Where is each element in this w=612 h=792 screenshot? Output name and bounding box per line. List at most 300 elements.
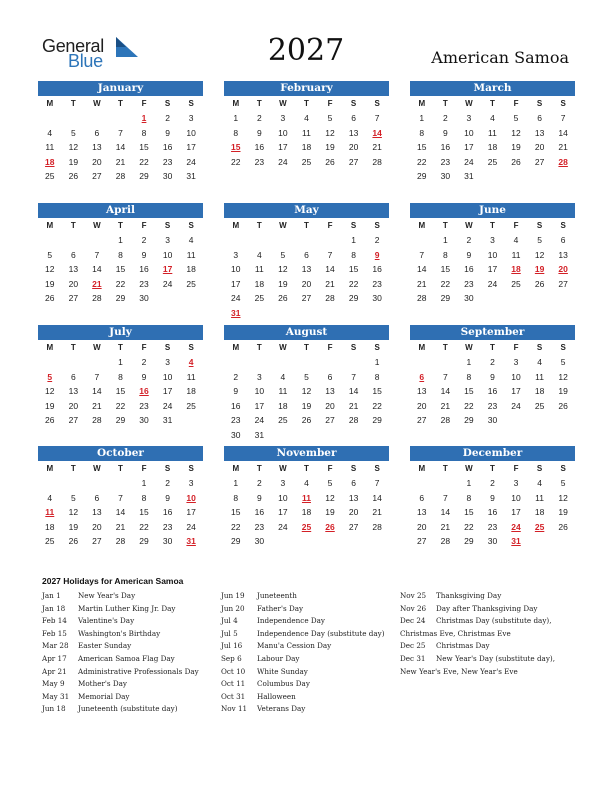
day-cell: 17 <box>162 386 173 396</box>
day-cell: 24 <box>511 400 521 411</box>
weekday-header: T <box>304 464 309 473</box>
day-cell: 14 <box>440 386 451 396</box>
day-cell: 7 <box>374 478 380 488</box>
weekday-header: W <box>465 464 473 473</box>
day-cell: 22 <box>440 278 451 289</box>
day-cell: 13 <box>68 264 79 274</box>
day-cell: 23 <box>464 278 474 289</box>
empty-day-cell <box>224 355 248 370</box>
day-cell: 30 <box>254 536 265 546</box>
day-cell: 12 <box>278 264 288 274</box>
month-november <box>224 446 389 549</box>
day-cell: 17 <box>278 507 288 517</box>
day-cell: 8 <box>233 127 239 138</box>
holiday-name: Independence Day <box>257 616 325 626</box>
weekday-header: F <box>513 464 519 473</box>
empty-day-cell <box>62 355 86 370</box>
day-cell: 16 <box>464 264 474 274</box>
day-cell: 1 <box>118 235 123 245</box>
weekday-header: T <box>70 221 76 230</box>
day-cell: 7 <box>442 371 448 382</box>
day-cell: 25 <box>487 156 498 167</box>
day-cell: 7 <box>374 113 380 123</box>
day-cell: 26 <box>558 400 568 411</box>
day-cell: 5 <box>47 249 53 260</box>
weekday-header: F <box>327 99 333 108</box>
day-cell: 12 <box>301 386 312 396</box>
day-cell: 11 <box>535 492 544 503</box>
day-cell: 24 <box>278 521 288 532</box>
month-grid <box>224 218 389 320</box>
day-cell: 1 <box>374 357 380 367</box>
day-cell: 29 <box>464 536 474 546</box>
empty-day-cell <box>434 476 458 491</box>
day-cell: 27 <box>92 536 102 546</box>
day-cell: 18 <box>45 521 55 532</box>
holiday-date: May 9 <box>42 679 65 689</box>
holiday-day-cell: 31 <box>231 307 241 318</box>
day-cell: 30 <box>162 536 173 546</box>
month-august <box>224 325 389 442</box>
day-cell: 7 <box>351 371 356 382</box>
holiday-date: Sep 6 <box>221 653 242 663</box>
weekday-header: T <box>256 464 262 473</box>
day-cell: 30 <box>139 293 149 303</box>
day-cell: 3 <box>513 478 519 488</box>
weekday-header: T <box>256 99 262 108</box>
day-cell: 11 <box>186 371 196 382</box>
day-cell: 7 <box>327 249 333 260</box>
day-cell: 23 <box>254 156 265 167</box>
weekday-header: T <box>70 464 76 473</box>
weekday-header: M <box>46 99 54 108</box>
day-cell: 8 <box>233 492 239 503</box>
holiday-name: Mother's Day <box>78 679 127 689</box>
day-cell: 15 <box>417 142 427 152</box>
day-cell: 16 <box>487 386 498 396</box>
weekday-header: S <box>560 99 566 108</box>
day-cell: 19 <box>68 521 79 532</box>
weekday-header: S <box>536 221 543 230</box>
day-cell: 19 <box>301 400 312 411</box>
day-cell: 18 <box>301 142 312 152</box>
day-cell: 11 <box>254 264 264 274</box>
day-cell: 17 <box>186 507 196 517</box>
month-header: January <box>38 81 203 96</box>
day-cell: 27 <box>348 521 359 532</box>
weekday-header: M <box>232 221 240 230</box>
day-cell: 22 <box>464 400 474 411</box>
weekday-header: S <box>188 464 194 473</box>
holiday-day-cell: 25 <box>534 521 545 532</box>
day-cell: 11 <box>186 249 196 260</box>
day-cell: 27 <box>417 536 427 546</box>
weekday-header: W <box>93 343 101 352</box>
weekday-header: T <box>490 343 495 352</box>
day-cell: 19 <box>45 400 55 411</box>
day-cell: 12 <box>534 249 545 260</box>
day-cell: 28 <box>115 536 126 546</box>
day-cell: 20 <box>325 400 335 411</box>
day-cell: 26 <box>534 278 545 289</box>
weekday-header: T <box>490 464 495 473</box>
day-cell: 16 <box>254 142 265 152</box>
day-cell: 25 <box>534 400 545 411</box>
month-grid <box>410 340 575 428</box>
day-cell: 27 <box>68 293 79 303</box>
day-cell: 13 <box>534 127 545 138</box>
holiday-day-cell: 15 <box>231 142 241 152</box>
day-cell: 10 <box>231 264 241 274</box>
holiday-date: Dec 24 <box>400 616 426 626</box>
weekday-header: S <box>188 99 194 108</box>
day-cell: 13 <box>417 386 427 396</box>
day-cell: 17 <box>231 278 241 289</box>
day-cell: 9 <box>165 492 170 503</box>
holiday-date: Feb 14 <box>42 616 67 626</box>
day-cell: 6 <box>560 235 566 245</box>
day-cell: 18 <box>186 386 196 396</box>
holiday-day-cell: 16 <box>139 386 149 396</box>
day-cell: 15 <box>464 386 474 396</box>
holiday-date: Apr 21 <box>42 666 67 676</box>
day-cell: 13 <box>348 492 359 503</box>
day-cell: 15 <box>464 507 474 517</box>
weekday-header: W <box>279 99 287 108</box>
day-cell: 8 <box>466 492 472 503</box>
day-cell: 16 <box>372 264 382 274</box>
day-cell: 4 <box>280 371 286 382</box>
holiday-entry <box>221 628 393 641</box>
weekday-header: T <box>442 464 448 473</box>
day-cell: 11 <box>511 249 521 260</box>
day-cell: 19 <box>511 142 521 152</box>
day-cell: 23 <box>231 415 241 425</box>
day-cell: 3 <box>490 235 495 245</box>
month-header: May <box>224 203 389 218</box>
holiday-entry <box>42 703 212 716</box>
holiday-name: Martin Luther King Jr. Day <box>78 603 176 613</box>
holiday-date: Feb 15 <box>42 628 67 638</box>
weekday-header: F <box>513 221 519 230</box>
day-cell: 20 <box>92 521 102 532</box>
weekday-header: M <box>46 221 54 230</box>
day-cell: 27 <box>68 415 79 425</box>
day-cell: 9 <box>141 371 147 382</box>
day-cell: 4 <box>537 478 542 488</box>
day-cell: 3 <box>233 249 239 260</box>
day-cell: 12 <box>325 127 335 138</box>
empty-day-cell <box>410 355 434 370</box>
holiday-date: Jan 1 <box>42 591 61 600</box>
day-cell: 17 <box>511 507 521 517</box>
day-cell: 6 <box>351 478 356 488</box>
day-cell: 7 <box>419 249 425 260</box>
day-cell: 23 <box>139 278 149 289</box>
day-cell: 3 <box>188 113 194 123</box>
day-cell: 22 <box>464 521 474 532</box>
day-cell: 12 <box>45 386 55 396</box>
weekday-header: W <box>279 343 287 352</box>
day-cell: 17 <box>487 264 498 274</box>
holiday-date: Dec 25 <box>400 641 426 651</box>
day-cell: 17 <box>278 142 288 152</box>
weekday-header: M <box>46 343 54 352</box>
month-grid <box>38 218 203 306</box>
day-cell: 1 <box>419 113 425 123</box>
day-cell: 25 <box>45 536 55 546</box>
day-cell: 16 <box>440 142 451 152</box>
day-cell: 12 <box>68 507 79 517</box>
weekday-header: T <box>304 343 309 352</box>
day-cell: 24 <box>231 293 241 303</box>
day-cell: 8 <box>141 492 147 503</box>
day-cell: 14 <box>417 264 427 274</box>
day-cell: 24 <box>162 400 173 411</box>
day-cell: 29 <box>348 293 359 303</box>
empty-day-cell <box>318 233 342 248</box>
month-header: July <box>38 325 203 340</box>
day-cell: 1 <box>466 357 472 367</box>
day-cell: 17 <box>464 142 474 152</box>
day-cell: 25 <box>186 278 196 289</box>
day-cell: 20 <box>92 156 102 167</box>
day-cell: 16 <box>139 264 149 274</box>
day-cell: 14 <box>558 127 568 138</box>
day-cell: 3 <box>188 478 194 488</box>
empty-day-cell <box>38 233 62 248</box>
day-cell: 2 <box>165 113 170 123</box>
day-cell: 14 <box>348 386 359 396</box>
day-cell: 20 <box>301 278 312 289</box>
month-grid <box>224 461 389 549</box>
day-cell: 7 <box>560 113 566 123</box>
holiday-day-cell: 14 <box>372 127 382 138</box>
holiday-name: Christmas Day (substitute day), Christmas Eve, Christmas Eve <box>400 616 552 638</box>
holiday-day-cell: 19 <box>534 264 545 274</box>
day-cell: 22 <box>417 156 427 167</box>
day-cell: 26 <box>325 156 335 167</box>
day-cell: 8 <box>141 127 147 138</box>
holiday-entry <box>42 653 212 666</box>
empty-day-cell <box>62 111 86 126</box>
day-cell: 8 <box>442 249 448 260</box>
day-cell: 26 <box>45 293 55 303</box>
weekday-header: T <box>70 99 76 108</box>
weekday-header: S <box>560 464 566 473</box>
day-cell: 1 <box>233 478 239 488</box>
day-cell: 3 <box>256 371 262 382</box>
holiday-day-cell: 18 <box>45 156 55 167</box>
weekday-header: M <box>418 343 426 352</box>
day-cell: 28 <box>115 171 126 181</box>
weekday-header: F <box>327 464 333 473</box>
day-cell: 6 <box>70 249 76 260</box>
empty-day-cell <box>318 355 342 370</box>
day-cell: 27 <box>92 171 102 181</box>
day-cell: 15 <box>139 507 149 517</box>
day-cell: 7 <box>442 492 448 503</box>
month-december <box>410 446 575 549</box>
weekday-header: F <box>141 464 147 473</box>
weekday-header: T <box>442 343 448 352</box>
weekday-header: S <box>164 464 171 473</box>
holiday-date: Jan 18 <box>42 603 66 613</box>
day-cell: 28 <box>325 293 335 303</box>
day-cell: 20 <box>68 400 79 411</box>
day-cell: 21 <box>92 400 102 411</box>
day-cell: 6 <box>94 127 100 138</box>
day-cell: 9 <box>165 127 170 138</box>
holiday-entry <box>221 666 393 679</box>
day-cell: 27 <box>325 415 335 425</box>
day-cell: 6 <box>94 492 100 503</box>
weekday-header: S <box>536 464 543 473</box>
day-cell: 4 <box>47 127 53 138</box>
day-cell: 2 <box>256 478 262 488</box>
holiday-entry <box>221 615 393 628</box>
weekday-header: F <box>513 343 519 352</box>
day-cell: 6 <box>304 249 309 260</box>
general-blue-logo <box>42 36 142 70</box>
day-cell: 16 <box>162 507 173 517</box>
day-cell: 30 <box>464 293 474 303</box>
day-cell: 14 <box>372 492 382 503</box>
day-cell: 10 <box>278 492 288 503</box>
holiday-date: Nov 11 <box>221 704 248 714</box>
day-cell: 2 <box>466 235 472 245</box>
holiday-date: Jun 19 <box>221 591 245 600</box>
day-cell: 29 <box>115 415 126 425</box>
day-cell: 3 <box>165 357 170 367</box>
empty-day-cell <box>85 111 109 126</box>
holiday-column <box>400 590 572 678</box>
weekday-header: W <box>465 99 473 108</box>
day-cell: 28 <box>417 293 427 303</box>
weekday-header: S <box>536 99 543 108</box>
weekday-header: W <box>465 343 473 352</box>
day-cell: 7 <box>118 127 123 138</box>
holiday-day-cell: 18 <box>511 264 521 274</box>
month-header: October <box>38 446 203 461</box>
weekday-header: S <box>374 221 380 230</box>
weekday-header: S <box>164 99 171 108</box>
holiday-name: New Year's Day (substitute day), New Year's Eve, New Year's Eve <box>400 653 555 676</box>
day-cell: 19 <box>45 278 55 289</box>
empty-day-cell <box>109 111 133 126</box>
day-cell: 16 <box>487 507 498 517</box>
day-cell: 10 <box>511 371 521 382</box>
holiday-name: Valentine's Day <box>78 616 135 626</box>
holiday-day-cell: 10 <box>186 492 196 503</box>
month-grid <box>224 96 389 169</box>
day-cell: 10 <box>162 371 173 382</box>
day-cell: 11 <box>278 386 288 396</box>
day-cell: 4 <box>256 249 262 260</box>
day-cell: 16 <box>162 142 173 152</box>
holiday-name: Christmas Day <box>436 641 490 651</box>
day-cell: 29 <box>139 171 149 181</box>
holiday-date: Nov 25 <box>400 591 427 600</box>
holiday-entry <box>400 603 572 616</box>
logo-text-general: General <box>42 36 104 56</box>
day-cell: 2 <box>141 235 147 245</box>
day-cell: 11 <box>45 142 55 152</box>
day-cell: 3 <box>466 113 472 123</box>
day-cell: 20 <box>68 278 79 289</box>
holiday-entry <box>221 590 393 603</box>
holiday-entry <box>221 640 393 653</box>
logo-text-blue: Blue <box>68 51 103 71</box>
weekday-header: M <box>418 464 426 473</box>
day-cell: 6 <box>70 371 76 382</box>
day-cell: 22 <box>139 156 149 167</box>
holiday-entry <box>400 653 572 678</box>
day-cell: 15 <box>115 386 126 396</box>
month-header: August <box>224 325 389 340</box>
country-name: American Samoa <box>431 48 569 67</box>
holiday-name: Washington's Birthday <box>78 628 161 638</box>
day-cell: 12 <box>558 371 568 382</box>
day-cell: 7 <box>94 371 100 382</box>
day-cell: 6 <box>327 371 333 382</box>
month-header: February <box>224 81 389 96</box>
day-cell: 30 <box>162 171 173 181</box>
day-cell: 8 <box>118 371 123 382</box>
day-cell: 30 <box>231 429 241 440</box>
day-cell: 5 <box>513 113 519 123</box>
day-cell: 19 <box>558 386 568 396</box>
day-cell: 23 <box>372 278 382 289</box>
day-cell: 2 <box>490 478 495 488</box>
day-cell: 9 <box>442 127 448 138</box>
day-cell: 13 <box>92 507 102 517</box>
day-cell: 21 <box>440 521 451 532</box>
month-june <box>410 203 575 306</box>
day-cell: 6 <box>351 113 356 123</box>
holiday-date: Jun 18 <box>42 704 66 714</box>
weekday-header: T <box>118 99 123 108</box>
weekday-header: F <box>327 343 333 352</box>
weekday-header: W <box>93 464 101 473</box>
day-cell: 9 <box>141 249 147 260</box>
holiday-day-cell: 4 <box>188 357 194 367</box>
day-cell: 8 <box>351 249 356 260</box>
holiday-entry <box>42 615 212 628</box>
day-cell: 29 <box>231 536 241 546</box>
holiday-day-cell: 24 <box>511 521 521 532</box>
day-cell: 8 <box>466 371 472 382</box>
empty-day-cell <box>38 355 62 370</box>
day-cell: 20 <box>348 142 359 152</box>
day-cell: 7 <box>94 249 100 260</box>
empty-day-cell <box>224 233 248 248</box>
empty-day-cell <box>85 355 109 370</box>
weekday-header: S <box>188 343 194 352</box>
holiday-name: American Samoa Flag Day <box>78 653 175 663</box>
day-cell: 27 <box>558 278 568 289</box>
holiday-name: Columbus Day <box>257 679 310 689</box>
weekday-header: W <box>465 221 473 230</box>
month-grid <box>410 461 575 549</box>
holiday-entry <box>400 590 572 603</box>
weekday-header: W <box>93 221 101 230</box>
day-cell: 19 <box>278 278 288 289</box>
day-cell: 23 <box>487 521 498 532</box>
holiday-date: Jul 16 <box>221 641 243 651</box>
holiday-entry <box>221 603 393 616</box>
holiday-name: Thanksgiving Day <box>436 591 502 600</box>
